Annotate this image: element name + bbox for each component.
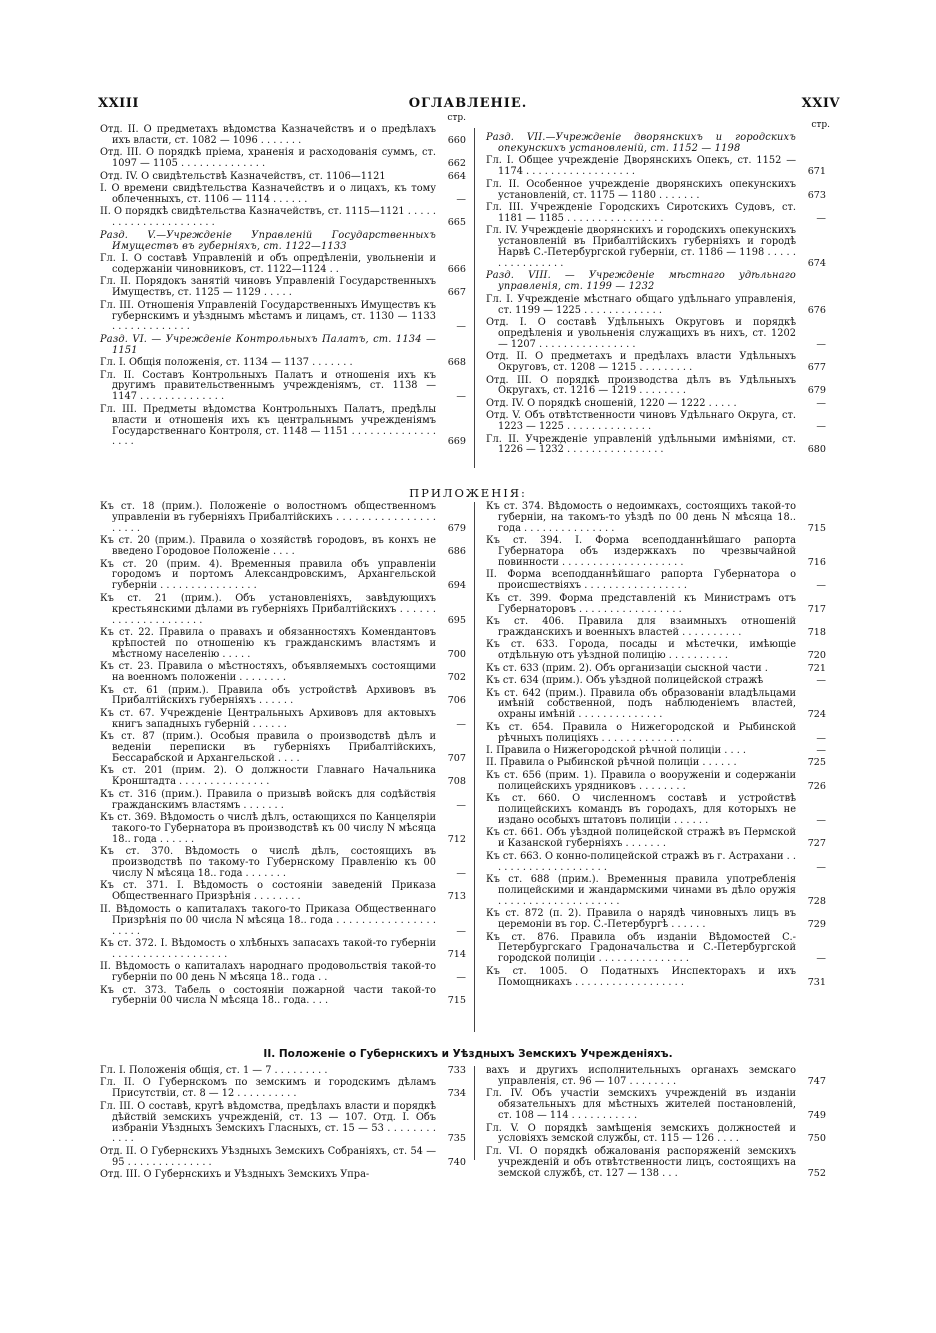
entry-page-number: 752 <box>807 1167 826 1179</box>
entry-page-number: — <box>816 421 826 433</box>
section-heading <box>486 271 826 293</box>
toc-entry <box>486 180 826 202</box>
entry-title: II. Правила о Рыбинской рѣчной полиціи . . . . . . <box>486 757 737 769</box>
entry-title: вахъ и другихъ исполнительныхъ органахъ земскаго управленія, ст. 96 — 107 . . . . . . . . <box>486 1065 796 1087</box>
entry-title: Къ ст. 87 (прим.). Особыя правила о производствѣ дѣлъ и веденіи переписки въ губерніяхъ Прибалтійскихъ, Бессарабской и Архангельской . . . . <box>100 731 436 764</box>
toc-entry <box>486 967 826 989</box>
entry-page-number: 712 <box>447 833 466 845</box>
entry-page-number: — <box>456 193 466 205</box>
entry-page-number: 669 <box>447 436 466 448</box>
entry-title: Разд. V.—Учрежденіе Управленій Государственныхъ Имуществъ въ губерніяхъ, ст. 1122—1133 <box>100 229 436 252</box>
entry-title: II. Форма всеподданнѣйшаго рапорта Губернатора о происшествіяхъ . . . . . . . . . . . . . . . . . <box>486 569 796 592</box>
column-divider <box>474 128 475 468</box>
toc-entry <box>100 986 466 1008</box>
entry-page-number: — <box>816 397 826 409</box>
entry-page-number: 708 <box>447 776 466 788</box>
toc-entry <box>100 732 466 765</box>
toc-entry <box>100 594 466 627</box>
entry-page-number: — <box>816 675 826 687</box>
entry-title: Отд. II. О предметахъ и предѣлахъ власти Удѣльныхъ Округовъ, ст. 1208 — 1215 . . . . . . . . . <box>486 351 796 374</box>
entry-title: Къ ст. 633. Города, посады и мѣстечки, имѣющіе отдѣльную отъ уѣздной полицію . . . . . . . . . . <box>486 639 796 662</box>
entry-page-number: 718 <box>807 626 826 638</box>
entry-title: Гл. I. О составѣ Управленій и объ опредѣленіи, увольненіи и содержаніи чиновниковъ, ст. 1122—1124 . . <box>100 252 436 275</box>
entry-title: Гл. IV. Учрежденіе дворянскихъ и городскихъ опекунскихъ установленій въ Прибалтійскихъ губерніяхъ и городѣ Нарвѣ С.-Петербургской губерніи, ст. 1186 — 1198 . . . . . . . . . . . . . . . . <box>486 225 796 269</box>
entry-page-number: — <box>816 212 826 224</box>
entry-page-number: 671 <box>807 166 826 178</box>
toc-entry <box>100 847 466 880</box>
entry-title: Гл. III. Учрежденіе Городскихъ Сиротскихъ Судовъ, ст. 1181 — 1185 . . . . . . . . . . . . . . . . <box>486 201 796 224</box>
entry-page-number: 750 <box>807 1133 826 1145</box>
toc-entry <box>100 148 466 170</box>
entry-title: Къ ст. 20 (прим.). Правила о хозяйствѣ городовъ, въ конхъ не введено Городовое Положеніе . . . . <box>100 535 436 558</box>
entry-title: Гл. III. Отношенія Управленій Государственныхъ Имуществъ къ губернскимъ и уѣзднымъ мѣстамъ и лицамъ, ст. 1130 — 1133 . . . . . . . . . . . . . <box>100 299 436 333</box>
entry-title: Къ ст. 21 (прим.). Объ установленіяхъ, завѣдующихъ крестьянскими дѣлами въ губерніяхъ Прибалтійскихъ . . . . . . . . . . . . . . . . . . . . . <box>100 592 436 626</box>
section2-left-column <box>100 1066 466 1183</box>
toc-entry <box>486 723 826 745</box>
entry-title: Гл. II. О Губернскомъ по земскимъ и городскимъ дѣламъ Присутствіи, ст. 8 — 12 . . . . . . . . . . <box>100 1077 436 1100</box>
entry-page-number: 667 <box>447 287 466 299</box>
entry-page-number: 713 <box>447 891 466 903</box>
appendix-title: ПРИЛОЖЕНІЯ: <box>409 486 527 500</box>
entry-page-number: 721 <box>807 662 826 674</box>
entry-page-number: 695 <box>447 614 466 626</box>
entry-title: Отд. III. О порядкѣ пріема, храненія и расходованія суммъ, ст. 1097 — 1105 . . . . . . . . . . . . . . <box>100 147 436 170</box>
toc-entry <box>486 1147 826 1180</box>
page-column-label: стр. <box>447 113 466 123</box>
entry-page-number: 706 <box>447 695 466 707</box>
entry-page-number: — <box>456 868 466 879</box>
entry-page-number: 740 <box>447 1156 466 1168</box>
entry-page-number: 665 <box>447 217 466 229</box>
toc-entry <box>100 254 466 276</box>
section2-right-list <box>486 1066 826 1180</box>
entry-title: I. О времени свидѣтельства Казначействъ и о лицахъ, къ тому облеченныхъ, ст. 1106 — 1114 . . . . . . <box>100 183 436 205</box>
toc-entry <box>100 207 466 229</box>
toc-entry <box>486 828 826 850</box>
toc-entry <box>486 1124 826 1146</box>
entry-title: Къ ст. 371. I. Вѣдомость о состояніи заведеній Приказа Общественнаго Призрѣнія . . . . . . . . <box>100 880 436 903</box>
toc-entry <box>100 790 466 812</box>
toc-entry <box>100 405 466 449</box>
entry-title: Гл. I. Учрежденіе мѣстнаго общаго удѣльнаго управленія, ст. 1199 — 1225 . . . . . . . . . . . . . <box>486 293 796 316</box>
appendix-right-list <box>486 502 826 989</box>
entry-title: Къ ст. 399. Форма представленій къ Министрамъ отъ Губернаторовъ . . . . . . . . . . . . . . . . . <box>486 592 796 615</box>
entry-title: Гл. I. Общее учрежденіе Дворянскихъ Опекъ, ст. 1152 — 1174 . . . . . . . . . . . . . . . . . . <box>486 155 796 178</box>
toc-entry <box>486 1089 826 1122</box>
toc-entry <box>100 686 466 708</box>
toc-entry <box>100 301 466 334</box>
entry-page-number: 716 <box>807 557 826 569</box>
toc-entry <box>100 502 466 535</box>
entry-title: Къ ст. 22. Правила о правахъ и обязанностяхъ Комендантовъ крѣпостей по отношенію къ гражданскимъ властямъ и мѣстному населенію . . . . . <box>100 626 436 660</box>
toc-entry <box>100 560 466 593</box>
entry-page-number: — <box>816 338 826 350</box>
entry-page-number: 702 <box>447 672 466 684</box>
toc-entry <box>486 435 826 457</box>
entry-page-number: 725 <box>807 757 826 769</box>
page-number-right: XXIV <box>801 96 840 111</box>
entry-page-number: — <box>456 321 466 333</box>
entry-title: Гл. I. Положенія общія, ст. 1 — 7 . . . . . . . . . <box>100 1065 328 1076</box>
toc-left-list <box>100 125 466 448</box>
entry-title: Къ ст. 1005. О Податныхъ Инспекторахъ и ихъ Помощникахъ . . . . . . . . . . . . . . . . . . <box>486 965 796 988</box>
entry-title: Гл. VI. О порядкѣ обжалованія распоряженій земскихъ учрежденій и объ отвѣтственности лицъ, состоящихъ на земской службѣ, ст. 127 — 138 . . . <box>486 1145 796 1179</box>
entry-title: Къ ст. 23. Правила о мѣстностяхъ, объявляемыхъ состоящими на военномъ положеніи . . . . . . . . <box>100 661 436 684</box>
toc-entry <box>100 1066 466 1077</box>
entry-page-number: 733 <box>447 1065 466 1076</box>
toc-entry <box>486 909 826 931</box>
toc-entry <box>486 617 826 639</box>
entry-page-number: 727 <box>807 838 826 850</box>
entry-title: Отд. IV. О порядкѣ сношеній, 1220 — 1222 . . . . . <box>486 397 737 409</box>
entry-title: Къ ст. 18 (прим.). Положеніе о волостномъ общественномъ управленіи въ губерніяхъ Прибалтійскихъ . . . . . . . . . . . . . . . . . . . . . <box>100 501 436 534</box>
entry-page-number: — <box>456 718 466 730</box>
entry-title: Къ ст. 406. Правила для взаимныхъ отношеній гражданскихъ и военныхъ властей . . . . . . . . . . <box>486 616 796 638</box>
entry-title: Къ ст. 876. Правила объ изданіи Вѣдомостей С.-Петербургскаго Градоначальства и С.-Петербургской городской полиціи . . . . . . . . . . . . . . . <box>486 931 796 965</box>
toc-entry <box>100 813 466 846</box>
entry-page-number: 734 <box>447 1088 466 1100</box>
page-number-left: XXIII <box>98 96 139 111</box>
entry-title: Гл. II. Составъ Контрольныхъ Палатъ и отношенія ихъ къ другимъ правительственнымъ учрежденіямъ, ст. 1138 — 1147 . . . . . . . . . . . . . . <box>100 369 436 403</box>
section-heading <box>486 133 826 155</box>
toc-entry <box>486 502 826 535</box>
entry-title: Къ ст. 20 (прим. 4). Временныя правила объ управленіи городомъ и портомъ Александровскимъ, Архангельской губерніи . . . . . . . . . . . . . . . . <box>100 558 436 592</box>
section2-right-column <box>486 1066 826 1181</box>
toc-entry <box>486 771 826 793</box>
entry-title: Разд. VIII. — Учрежденіе мѣстнаго удѣльнаго управленія, ст. 1199 — 1232 <box>486 270 796 293</box>
toc-entry <box>100 905 466 938</box>
entry-page-number: 714 <box>447 948 466 960</box>
entry-title: Отд. V. Объ отвѣтственности чиновъ Удѣльнаго Округа, ст. 1223 — 1225 . . . . . . . . . . . . . . <box>486 410 796 433</box>
toc-entry <box>486 226 826 270</box>
entry-title: Отд. III. О Губернскихъ и Уѣздныхъ Земскихъ Упра- <box>100 1169 370 1181</box>
entry-title: Къ ст. 634 (прим.). Объ уѣздной полицейской стражѣ <box>486 675 764 687</box>
entry-title: Къ ст. 316 (прим.). Правила о призывѣ войскъ для содѣйствія гражданскимъ властямъ . . . . . . . <box>100 788 436 811</box>
appendix-left-list <box>100 502 466 1007</box>
appendix-right-column <box>486 502 826 990</box>
entry-title: II. Вѣдомость о капиталахъ народнаго продовольствія такой-то губерніи по 00 день N мѣсяца 18.. года . . <box>100 961 436 984</box>
entry-page-number: — <box>816 953 826 965</box>
entry-title: Гл. II. Особенное учрежденіе дворянскихъ опекунскихъ установленій, ст. 1175 — 1180 . . . . . . . <box>486 178 796 201</box>
toc-entry <box>100 172 466 183</box>
page-column-label: стр. <box>811 120 830 130</box>
page-title: ОГЛАВЛЕНІЕ. <box>408 96 528 111</box>
toc-entry <box>486 852 826 874</box>
toc-entry <box>100 358 466 369</box>
toc-entry <box>100 371 466 404</box>
section-heading <box>100 335 466 357</box>
toc-entry <box>486 794 826 827</box>
entry-title: Къ ст. 688 (прим.). Временныя правила употребленія полицейскими и жандармскими чинами въ дѣло оружія . . . . . . . . . . . . . . . . . . . . <box>486 874 796 907</box>
toc-entry <box>100 962 466 984</box>
entry-title: Къ ст. 61 (прим.). Правила объ устройствѣ Архивовъ въ Прибалтійскихъ губерніяхъ . . . . . . <box>100 684 436 707</box>
entry-title: Разд. VI. — Учрежденіе Контрольныхъ Палатъ, ст. 1134 — 1151 <box>100 333 436 356</box>
entry-title: Къ ст. 660. О численномъ составѣ и устройствѣ полицейскихъ командъ въ городахъ, для которыхъ не издано особыхъ штатовъ полиціи . . . . . . <box>486 793 796 826</box>
toc-entry <box>100 1170 466 1181</box>
toc-entry <box>486 676 826 687</box>
section-heading <box>100 231 466 253</box>
entry-page-number: 664 <box>447 170 466 182</box>
entry-title: Къ ст. 656 (прим. 1). Правила о вооруженіи и содержаніи полицейскихъ урядниковъ . . . . . . . . <box>486 769 796 792</box>
toc-entry <box>486 295 826 317</box>
toc-entry <box>100 277 466 299</box>
toc-entry <box>486 570 826 592</box>
entry-page-number: 660 <box>447 134 466 146</box>
entry-page-number: 668 <box>447 357 466 369</box>
entry-title: Къ ст. 201 (прим. 2). О должности Главнаго Начальника Кронштадта . . . . . . . . . . . . . . . <box>100 765 436 788</box>
toc-entry <box>486 536 826 569</box>
toc-entry <box>100 881 466 903</box>
entry-title: Къ ст. 661. Объ уѣздной полицейской стражѣ въ Пермской и Казанской губерніяхъ . . . . . . . <box>486 827 796 850</box>
entry-title: Къ ст. 369. Вѣдомость о числѣ дѣлъ, остающихся по Канцеляріи такого-то Губернатора въ производствѣ къ 00 числу N мѣсяца 18.. года . . . . . . <box>100 811 436 845</box>
toc-left-column <box>100 113 466 450</box>
entry-page-number: 726 <box>807 780 826 792</box>
entry-page-number: — <box>816 861 826 873</box>
column-divider <box>474 502 475 1032</box>
entry-page-number: 676 <box>807 304 826 316</box>
entry-title: Къ ст. 372. I. Вѣдомость о хлѣбныхъ запасахъ такой-то губерніи . . . . . . . . . . . . . . . . . . . <box>100 937 436 960</box>
toc-entry <box>486 203 826 225</box>
toc-entry <box>100 939 466 961</box>
column-divider <box>474 1066 475 1160</box>
entry-title: Къ ст. 370. Вѣдомость о числѣ дѣлъ, состоящихъ въ производствѣ по такому-то Губернскому Правленію къ 00 числу N мѣсяца 18.. года . . . . . . . <box>100 846 436 879</box>
entry-page-number: 674 <box>807 257 826 269</box>
entry-title: Къ ст. 654. Правила о Нижегородской и Рыбинской рѣчныхъ полиціяхъ . . . . . . . . . . . . . . . <box>486 721 796 744</box>
entry-page-number: 735 <box>447 1133 466 1145</box>
entry-title: Къ ст. 373. Табель о состояніи пожарной части такой-то губерніи 00 числа N мѣсяца 18.. года. . . . <box>100 984 436 1007</box>
entry-page-number: 700 <box>447 648 466 660</box>
entry-title: Отд. I. О составѣ Удѣльныхъ Округовъ и порядкѣ опредѣленія и увольненія служащихъ въ нихъ, ст. 1202 — 1207 . . . . . . . . . . . . . . . . <box>486 317 796 350</box>
toc-right-column <box>486 120 830 458</box>
toc-entry <box>100 662 466 684</box>
entry-page-number: 662 <box>447 158 466 170</box>
toc-entry <box>486 933 826 966</box>
entry-title: Отд. II. О Губернскихъ Уѣздныхъ Земскихъ Собраніяхъ, ст. 54 — 95 . . . . . . . . . . . . . . <box>100 1145 436 1168</box>
toc-entry <box>100 125 466 147</box>
entry-title: Отд. II. О предметахъ вѣдомства Казначействъ и о предѣлахъ ихъ власти, ст. 1082 — 1096 . . . . . . . <box>100 124 436 146</box>
toc-right-list <box>486 133 826 456</box>
toc-entry <box>486 411 826 433</box>
toc-entry <box>100 766 466 788</box>
entry-title: Отд. IV. О свидѣтельствѣ Казначействъ, ст. 1106—1121 <box>100 170 386 182</box>
toc-entry <box>486 594 826 616</box>
entry-page-number: 729 <box>807 919 826 931</box>
section2-left-list <box>100 1066 466 1181</box>
entry-page-number: — <box>816 580 826 592</box>
entry-page-number: — <box>456 972 466 984</box>
section-title: II. Положеніе о Губернскихъ и Уѣздныхъ Земскихъ Учрежденіяхъ. <box>263 1048 673 1060</box>
entry-page-number: 677 <box>807 362 826 374</box>
entry-page-number: — <box>816 732 826 744</box>
toc-entry <box>486 640 826 662</box>
toc-entry <box>486 689 826 722</box>
entry-page-number: — <box>456 391 466 403</box>
entry-page-number: 694 <box>447 580 466 592</box>
entry-title: Къ ст. 633 (прим. 2). Объ организаціи сыскной части . <box>486 662 768 674</box>
entry-page-number: 715 <box>807 522 826 534</box>
entry-page-number: 686 <box>447 546 466 558</box>
entry-page-number: 728 <box>807 895 826 907</box>
entry-page-number: 679 <box>447 522 466 534</box>
entry-title: Къ ст. 67. Учрежденіе Центральныхъ Архивовъ для актовыхъ книгъ западныхъ губерній . . . . . . <box>100 707 436 730</box>
entry-title: Къ ст. 642 (прим.). Правила объ образованіи владѣльцами имѣній собственной, подъ наблюденіемъ властей, охраны имѣній . . . . . . . . . . . . . . <box>486 687 796 721</box>
toc-entry <box>100 184 466 206</box>
entry-title: Гл. IV. Объ участіи земскихъ учрежденій въ изданіи обязательныхъ для мѣстныхъ жителей постановленій, ст. 108 — 114 . . . . . . . . . . . <box>486 1088 796 1122</box>
toc-entry <box>100 1102 466 1146</box>
toc-entry <box>486 875 826 908</box>
toc-entry <box>486 352 826 374</box>
entry-title: Гл. II. Учрежденіе управленій удѣльными имѣніями, ст. 1226 — 1232 . . . . . . . . . . . . . . . . <box>486 433 796 456</box>
entry-page-number: 747 <box>807 1075 826 1087</box>
toc-entry <box>486 399 826 410</box>
entry-page-number: 707 <box>447 752 466 764</box>
entry-title: Отд. III. О порядкѣ производства дѣлъ въ Удѣльныхъ Округахъ, ст. 1216 — 1219 . . . . . . . . <box>486 374 796 397</box>
entry-page-number: 666 <box>447 263 466 275</box>
toc-entry <box>486 758 826 769</box>
entry-title: II. Вѣдомость о капиталахъ такого-то Приказа Общественнаго Призрѣнія по 00 числа N мѣсяца 18.. года . . . . . . . . . . . . . . . . . . . . . <box>100 903 436 937</box>
entry-title: Гл. III. О составѣ, кругѣ вѣдомства, предѣлахъ власти и порядкѣ дѣйствій земскихъ учрежденій, ст. 13 — 107. Отд. I. Объ избраніи Уѣздныхъ Земскихъ Гласныхъ, ст. 15 — 53 . . . . . . . . . . . . <box>100 1100 436 1145</box>
entry-page-number: 749 <box>807 1110 826 1122</box>
toc-entry <box>486 1066 826 1088</box>
entry-title: II. О порядкѣ свидѣтельства Казначействъ, ст. 1115—1121 . . . . . . . . . . . . . . . . . . . . . . <box>100 206 436 229</box>
toc-entry <box>486 664 826 675</box>
toc-entry <box>486 156 826 178</box>
entry-page-number: — <box>456 799 466 811</box>
entry-title: Гл. V. О порядкѣ замѣщенія земскихъ должностей и условіяхъ земской службы, ст. 115 — 126 . . . . <box>486 1122 796 1145</box>
entry-page-number: — <box>816 814 826 826</box>
toc-entry <box>486 746 826 757</box>
entry-page-number: 717 <box>807 603 826 615</box>
entry-page-number: 715 <box>447 995 466 1007</box>
toc-entry <box>100 709 466 731</box>
entry-page-number: — <box>456 925 466 937</box>
entry-title: Гл. I. Общія положенія, ст. 1134 — 1137 . . . . . . . <box>100 357 353 369</box>
entry-title: Къ ст. 663. О конно-полицейской стражѣ въ г. Астрахани . . . . . . . . . . . . . . . . . . . . <box>486 850 796 873</box>
entry-page-number: 731 <box>807 976 826 988</box>
toc-entry <box>486 318 826 351</box>
entry-title: Къ ст. 394. I. Форма всеподданнѣйшаго рапорта Губернатора объ издержкахъ по чрезвычайной повинности . . . . . . . . . . . . . . . . . . . . <box>486 535 796 569</box>
toc-entry <box>100 536 466 558</box>
toc-entry <box>486 376 826 398</box>
entry-title: Разд. VII.—Учрежденіе дворянскихъ и городскихъ опекунскихъ установленій, ст. 1152 — 1198 <box>486 132 796 154</box>
toc-entry <box>100 1078 466 1100</box>
entry-page-number: 679 <box>807 385 826 397</box>
entry-page-number: 720 <box>807 650 826 662</box>
entry-page-number: — <box>816 745 826 757</box>
entry-page-number: 680 <box>807 444 826 456</box>
entry-page-number: 673 <box>807 189 826 201</box>
entry-title: Къ ст. 374. Вѣдомость о недоимкахъ, состоящихъ такой-то губерніи, на такомъ-то уѣздѣ по 00 день N мѣсяца 18.. года . . . . . . . . . . . . . . . <box>486 501 796 534</box>
toc-entry <box>100 628 466 661</box>
entry-title: Гл. III. Предметы вѣдомства Контрольныхъ Палатъ, предѣлы власти и отношенія ихъ къ центральнымъ учрежденіямъ Государственнаго Контроля, ст. 1148 — 1151 . . . . . . . . . . . . . . . . . . <box>100 403 436 448</box>
entry-title: Къ ст. 872 (п. 2). Правила о нарядѣ чиновныхъ лицъ въ церемоніи въ гор. С.-Петербургѣ . . . . . . <box>486 908 796 931</box>
toc-entry <box>100 1147 466 1169</box>
appendix-left-column <box>100 502 466 1009</box>
entry-title: I. Правила о Нижегородской рѣчной полиціи . . . . <box>486 745 747 757</box>
entry-page-number: 724 <box>807 709 826 721</box>
entry-title: Гл. II. Порядокъ занятій чиновъ Управленій Государственныхъ Имуществъ, ст. 1125 — 1129 . . . . . <box>100 276 436 299</box>
